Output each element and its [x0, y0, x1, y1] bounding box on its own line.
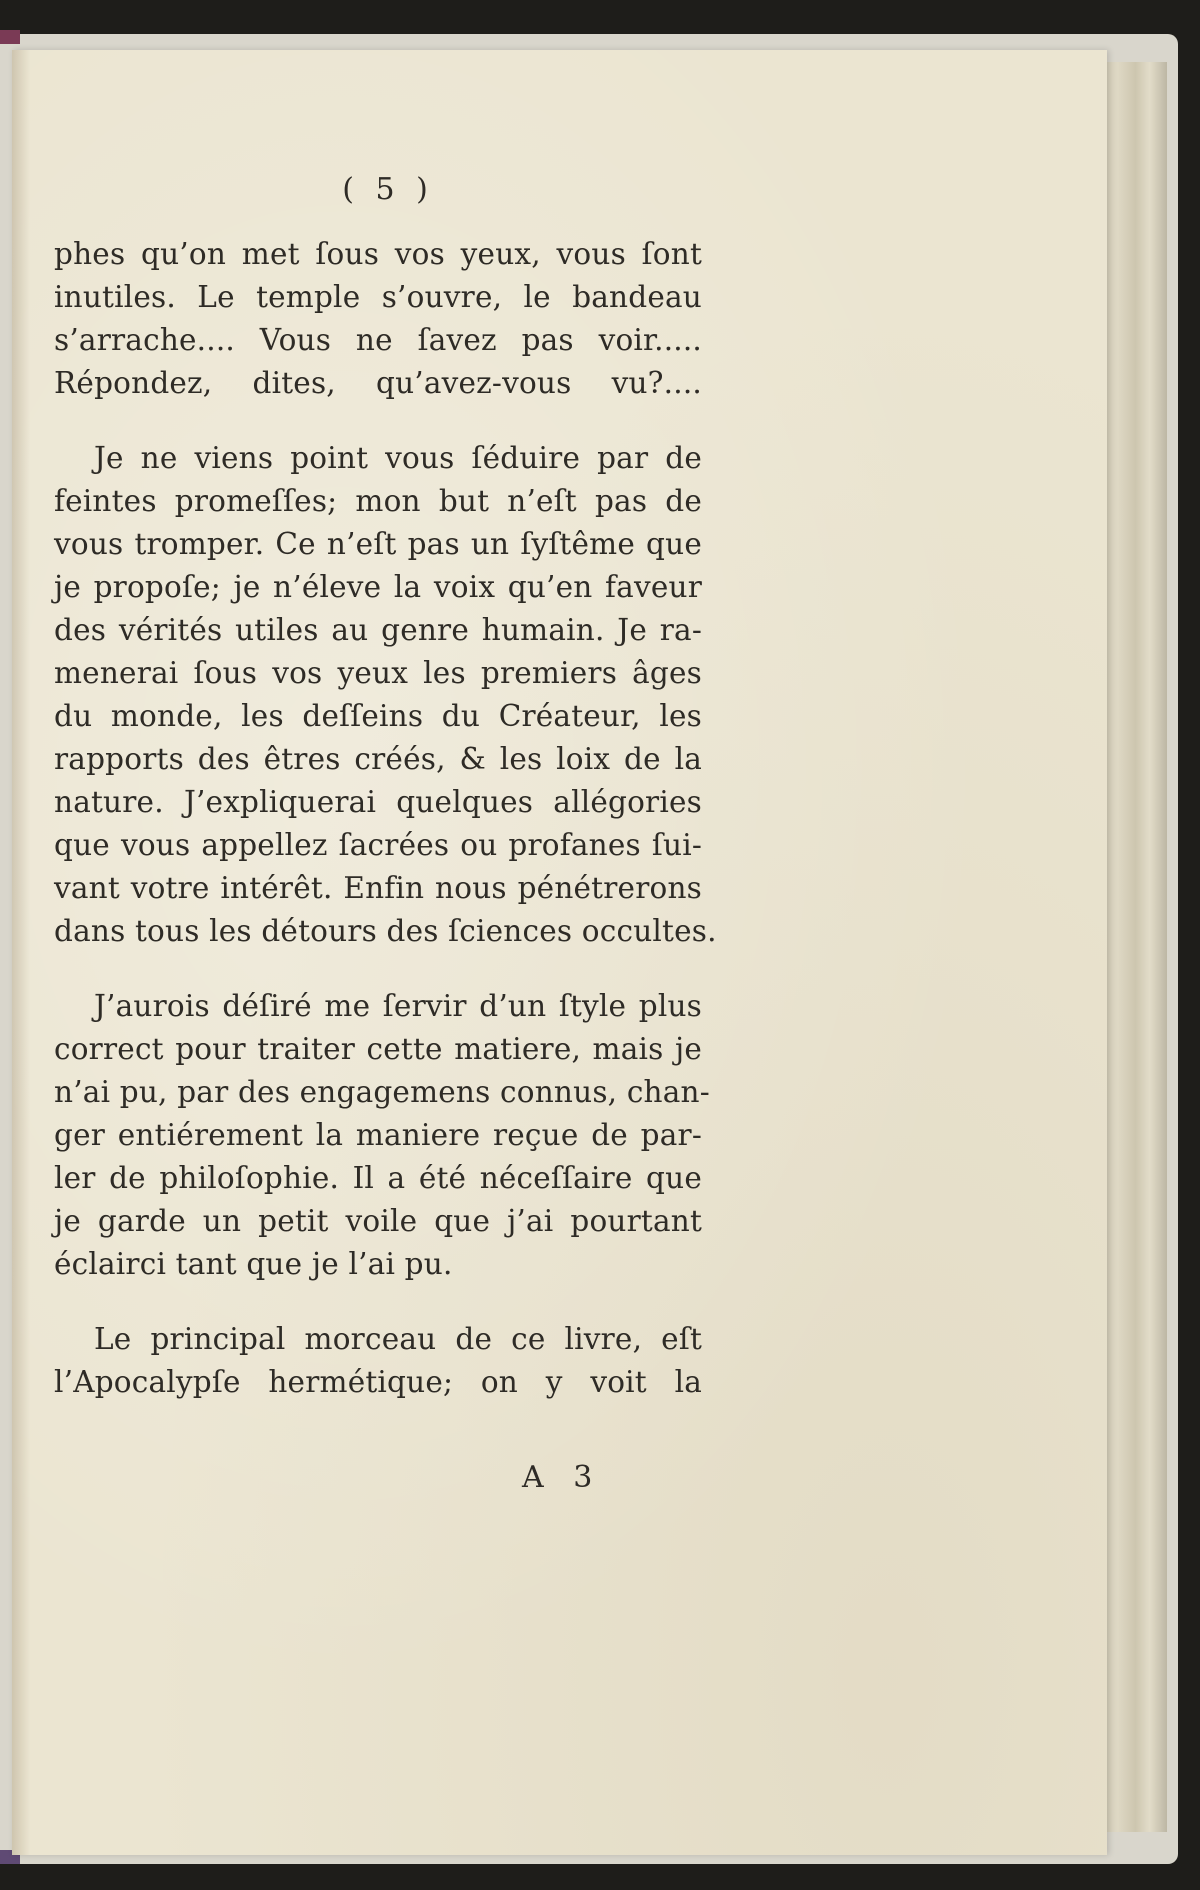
paragraph-3: [54, 985, 710, 1286]
text-line: dans tous les détours des ſciences occultes.: [54, 914, 717, 948]
text-line: du monde, les deſſeins du Créateur, les: [54, 699, 702, 733]
text-line: je garde un petit voile que j’ai pourtant: [54, 1204, 702, 1238]
page-number: ( 5 ): [342, 172, 434, 207]
text-line: Je ne viens point vous ſéduire par de: [94, 441, 702, 475]
text-line: l’Apocalypſe hermétique; on y voit la: [54, 1365, 702, 1399]
text-line: correct pour traiter cette matiere, mais je: [54, 1032, 702, 1066]
paragraph-2: [54, 437, 717, 953]
text-line: phes qu’on met ſous vos yeux, vous ſont: [54, 237, 702, 271]
paragraph-4: [54, 1318, 702, 1404]
text-line: je propoſe; je n’éleve la voix qu’en faveur: [54, 570, 702, 604]
text-line: inutiles. Le temple s’ouvre, le bandeau: [54, 280, 702, 314]
text-line: s’arrache.... Vous ne ſavez pas voir.....: [54, 323, 702, 357]
text-line: ler de philoſophie. Il a été néceſſaire que: [54, 1161, 702, 1195]
text-line: n’ai pu, par des engagemens connus, chan-: [54, 1075, 710, 1109]
book-page: [12, 50, 1107, 1855]
text-line: que vous appellez ſacrées ou profanes ſui-: [54, 828, 702, 862]
text-line: éclairci tant que je l’ai pu.: [54, 1247, 453, 1281]
paragraph-1: [54, 233, 702, 405]
signature-mark: A 3: [522, 1460, 603, 1495]
page-gutter: [12, 50, 30, 1855]
text-line: Le principal morceau de ce livre, eſt: [94, 1322, 702, 1356]
text-line: menerai ſous vos yeux les premiers âges: [54, 656, 702, 690]
text-line: rapports des êtres créés, & les loix de la: [54, 742, 702, 776]
text-line: vant votre intérêt. Enfin nous pénétrerons: [54, 871, 702, 905]
binding-corner-top: [0, 30, 20, 44]
text-line: ger entiérement la maniere reçue de par-: [54, 1118, 702, 1152]
text-line: J’aurois déſiré me ſervir d’un ſtyle plus: [94, 989, 702, 1023]
text-line: nature. J’expliquerai quelques allégories: [54, 785, 702, 819]
text-line: feintes promeſſes; mon but n’eſt pas de: [54, 484, 702, 518]
text-line: Répondez, dites, qu’avez-vous vu?....: [54, 366, 702, 400]
page-text: [54, 168, 717, 1436]
text-line: vous tromper. Ce n’eſt pas un ſyſtême que: [54, 527, 702, 561]
text-line: des vérités utiles au genre humain. Je ra-: [54, 613, 702, 647]
